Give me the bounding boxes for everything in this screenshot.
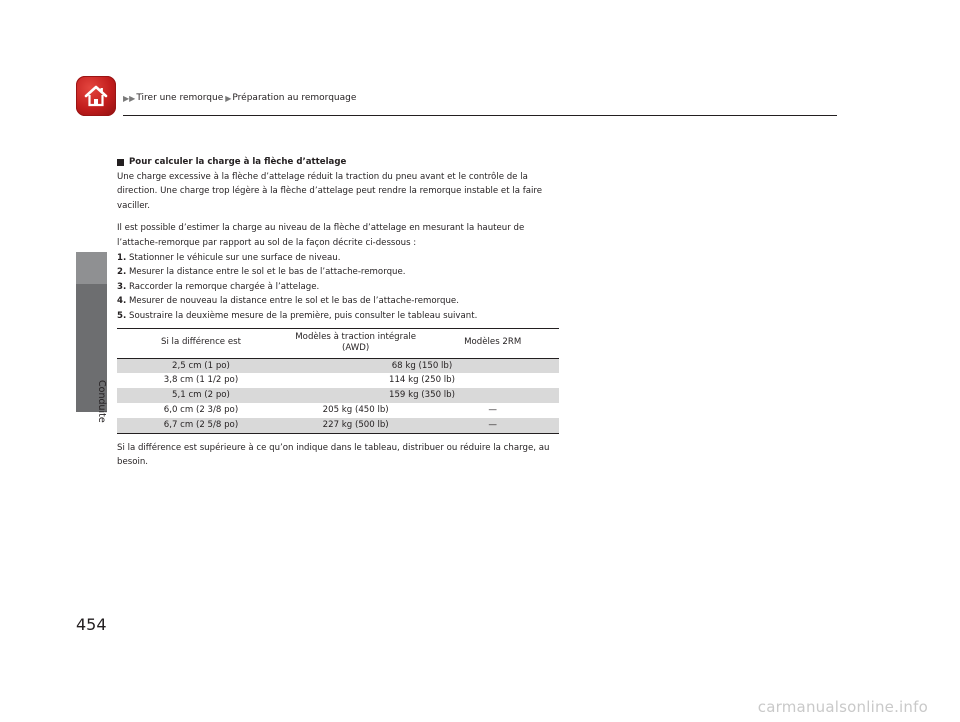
cell-difference: 3,8 cm (1 1/2 po) <box>163 375 239 386</box>
cell-2wd: — <box>426 418 559 433</box>
table-row <box>117 418 559 433</box>
section-title: Pour calculer la charge à la flèche d’attelage <box>129 157 347 167</box>
cell-awd: 205 kg (450 lb) <box>322 404 389 415</box>
step-number: 1. <box>117 252 127 263</box>
step-item <box>117 294 562 309</box>
step-text: Mesurer la distance entre le sol et le bas de l’attache-remorque. <box>129 267 406 278</box>
header-difference: Si la différence est <box>117 328 285 358</box>
breadcrumb-item-preparation[interactable]: Préparation au remorquage <box>232 93 357 103</box>
tongue-load-table <box>117 328 559 434</box>
cell-2wd: — <box>488 404 497 415</box>
step-number: 2. <box>117 267 127 278</box>
side-tab-label: Conduite <box>96 380 107 423</box>
intro-paragraph: Une charge excessive à la flèche d’attelage réduit la traction du pneu avant et le contrôle de la direction. Une charge trop légère à la flèche d’attelage peut rendre la remorque instable et la faire vaciller. <box>117 171 543 211</box>
cell-load: 114 kg (250 lb) <box>388 375 455 386</box>
method-paragraph: Il est possible d’estimer la charge au niveau de la flèche d’attelage en mesurant la hauteur de l’attache-remorque par rapport au sol de la façon décrite ci-dessous : <box>117 223 525 248</box>
cell-load: 68 kg (150 lb) <box>285 358 559 373</box>
cell-difference: 6,7 cm (2 5/8 po) <box>117 418 285 433</box>
breadcrumb <box>123 93 358 103</box>
square-bullet-icon <box>117 159 124 166</box>
watermark: carmanualsonline.info <box>757 698 928 716</box>
closing-paragraph: Si la différence est supérieure à ce qu’on indique dans le tableau, distribuer ou réduire la charge, au besoin. <box>117 442 550 468</box>
cell-awd: 227 kg (500 lb) <box>285 418 426 433</box>
step-number: 4. <box>117 296 127 307</box>
section-heading <box>117 155 562 170</box>
step-number: 5. <box>117 310 127 321</box>
step-item <box>117 251 562 266</box>
table-row <box>117 373 559 388</box>
step-text: Mesurer de nouveau la distance entre le sol et le bas de l’attache-remorque. <box>129 296 459 307</box>
triangle-right-icon: ▶ <box>225 93 232 103</box>
home-button[interactable] <box>76 76 116 116</box>
step-text: Raccorder la remorque chargée à l’attelage. <box>129 281 320 292</box>
cell-load: 159 kg (350 lb) <box>285 388 559 403</box>
step-text: Stationner le véhicule sur une surface de niveau. <box>129 252 341 263</box>
header-divider <box>123 115 837 116</box>
cell-difference: 5,1 cm (2 po) <box>117 388 285 403</box>
step-item <box>117 280 562 295</box>
table-row <box>117 358 559 373</box>
cell-difference: 2,5 cm (1 po) <box>117 358 285 373</box>
home-icon <box>83 84 109 108</box>
triangle-right-icon: ▶▶ <box>123 93 136 103</box>
step-item <box>117 265 562 280</box>
header-awd: Modèles à traction intégrale (AWD) <box>285 328 426 358</box>
step-number: 3. <box>117 281 127 292</box>
cell-difference: 6,0 cm (2 3/8 po) <box>163 404 239 415</box>
table-row <box>117 403 559 418</box>
header-2wd: Modèles 2RM <box>426 328 559 358</box>
side-tab-highlight <box>76 252 107 284</box>
page-number: 454 <box>76 615 107 634</box>
step-item <box>117 309 562 324</box>
breadcrumb-item-tirer[interactable]: Tirer une remorque <box>136 93 224 103</box>
table-row <box>117 388 559 403</box>
table-header-row <box>117 328 559 358</box>
main-content <box>117 155 562 470</box>
step-text: Soustraire la deuxième mesure de la première, puis consulter le tableau suivant. <box>129 310 478 321</box>
